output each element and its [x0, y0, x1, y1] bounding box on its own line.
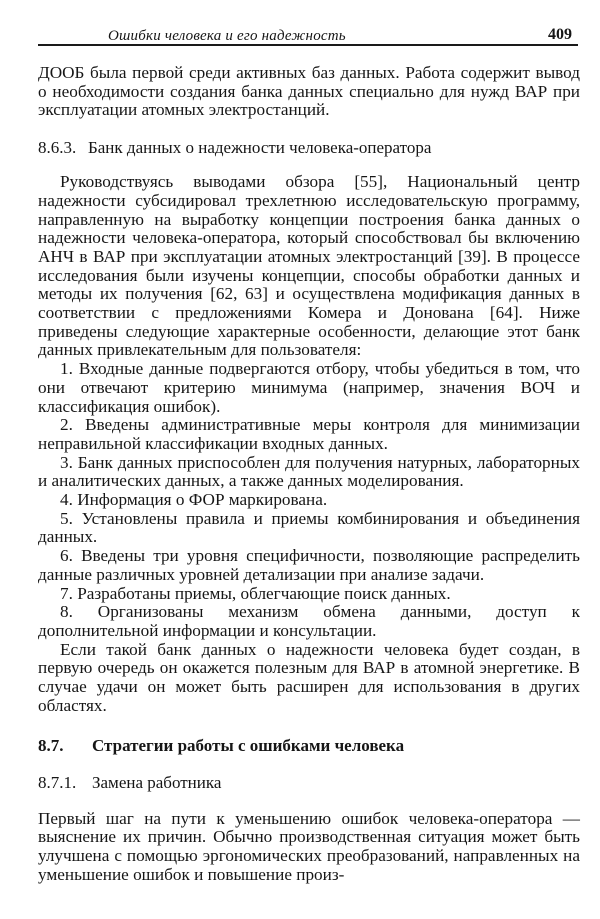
section-title: Банк данных о надежности человека-оператора: [88, 138, 432, 158]
section-number: 8.7.: [38, 735, 64, 755]
paragraph-final: Первый шаг на пути к уменьшению ошибок человека-оператора — выяснение их причин. Обычно производственная ситуация может быть улучшена с помощью эргономических преобразований, направленных на уменьшение ошибок и повышение произ-: [38, 808, 580, 884]
list-item: 2. Введены административные меры контроля для минимизации неправильной классификации входных данных.: [38, 415, 580, 453]
page-number: 409: [548, 26, 572, 43]
list-item: 4. Информация о ФОР маркирована.: [60, 490, 328, 510]
section-heading-8-7-1: [38, 773, 580, 792]
list-item: 8. Организованы механизм обмена данными, доступ к дополнительной информации и консультации.: [38, 602, 580, 640]
list-item: 3. Банк данных приспособлен для получения натурных, лабораторных и аналитических данных, а также данных моделирования.: [38, 452, 580, 491]
section-heading-8-6-3: [38, 138, 580, 157]
list-item: 1. Входные данные подвергаются отбору, чтобы убедиться в том, что они отвечают критерию минимума (например, значения ВОЧ и классификация ошибок).: [38, 359, 580, 416]
paragraph-conclusion: Если такой банк данных о надежности человека будет создан, в первую очередь он окажется полезным для ВАР в атомной энергетике. В случае удачи он может быть расширен для использования в других областях.: [38, 639, 580, 715]
section-number: 8.7.1.: [38, 772, 77, 792]
section-heading-8-7: [38, 736, 580, 755]
paragraph-bank: Руководствуясь выводами обзора [55], Национальный центр надежности субсидировал трехлетнюю исследовательскую программу, направленную на выработку концепции построения банка данных о надежности человека-оператора, который способствовал бы включению АНЧ в ВАР при эксплуатации атомных электростанций [39]. В процессе исследования были изучены концепции, способы обработки данных и методы их получения [62, 63] и осуществлена модификация данных в соответствии с предложениями Комера и Донована [64]. Ниже приведены следующие характерные особенности, делающие этот банк данных привлекательным для пользователя:: [38, 172, 580, 360]
running-title: Ошибки человека и его надежность: [108, 28, 346, 44]
list-item: 7. Разработаны приемы, облегчающие поиск данных.: [60, 583, 451, 603]
paragraph-intro: ДООБ была первой среди активных баз данных. Работа содержит вывод о необходимости создания банка данных специально для нужд ВАР при эксплуатации атомных электростанций.: [38, 63, 580, 120]
list-item: 6. Введены три уровня специфичности, позволяющие распределить данные различных уровней детализации при анализе задачи.: [38, 546, 580, 584]
section-title: Стратегии работы с ошибками человека: [92, 735, 405, 755]
body-text: [38, 64, 580, 884]
list-item: 5. Установлены правила и приемы комбинирования и объединения данных.: [38, 508, 580, 547]
section-number: 8.6.3.: [38, 138, 77, 158]
section-title: Замена работника: [92, 772, 222, 792]
running-head: [38, 14, 578, 46]
